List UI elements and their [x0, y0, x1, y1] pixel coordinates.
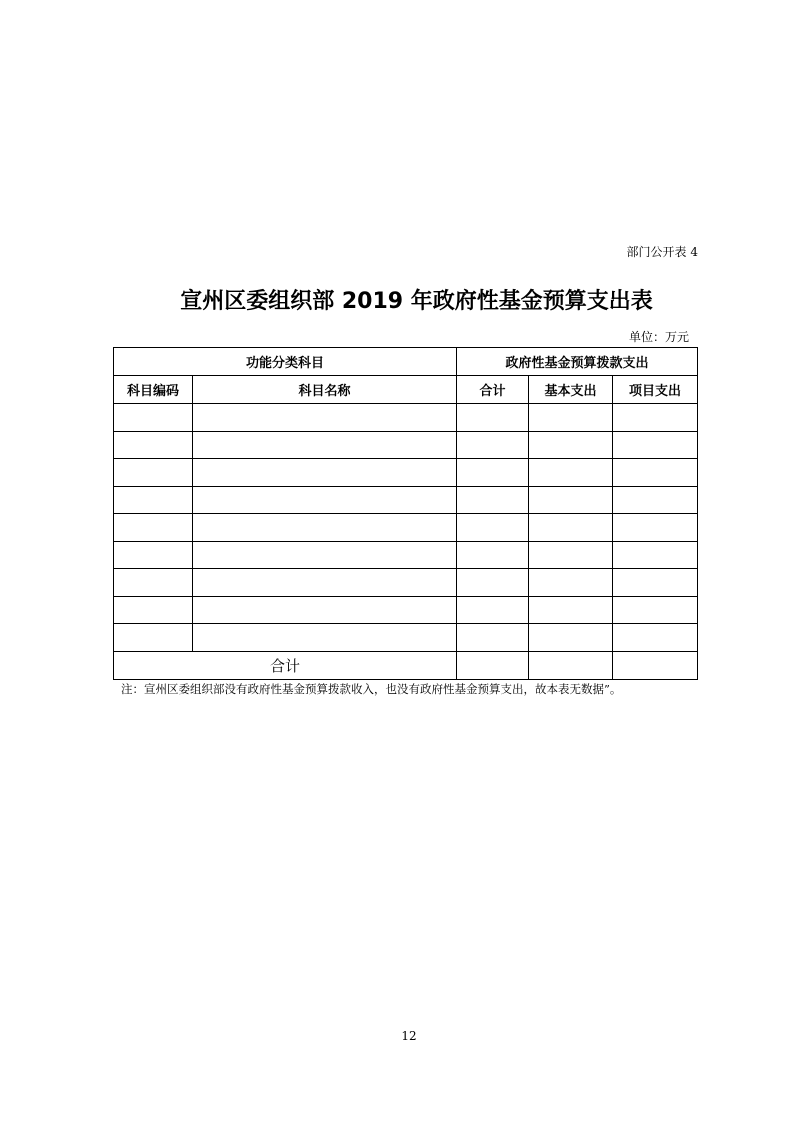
cell-basic — [529, 541, 613, 569]
header-project-expense: 项目支出 — [613, 376, 698, 404]
page-title: 宣州区委组织部 2019 年政府性基金预算支出表 — [180, 289, 653, 314]
cell-project — [613, 541, 698, 569]
cell-project — [613, 569, 698, 597]
cell-project — [613, 404, 698, 432]
cell-code — [114, 596, 193, 624]
header-functional-classification: 功能分类科目 — [114, 348, 457, 376]
table-row — [114, 596, 698, 624]
group-header-row — [114, 348, 698, 376]
table-row — [114, 569, 698, 597]
table-row — [114, 486, 698, 514]
cell-total — [457, 596, 529, 624]
cell-code — [114, 569, 193, 597]
cell-code — [114, 541, 193, 569]
total-cell-project — [613, 651, 698, 679]
header-basic-expense: 基本支出 — [529, 376, 613, 404]
cell-code — [114, 431, 193, 459]
cell-total — [457, 404, 529, 432]
page-number: 12 — [401, 1029, 417, 1043]
cell-code — [114, 459, 193, 487]
table-row — [114, 431, 698, 459]
cell-total — [457, 486, 529, 514]
cell-basic — [529, 569, 613, 597]
cell-name — [193, 569, 457, 597]
cell-name — [193, 459, 457, 487]
total-row — [114, 651, 698, 679]
column-header-row — [114, 376, 698, 404]
table-row — [114, 404, 698, 432]
header-total: 合计 — [457, 376, 529, 404]
table-number-label: 部门公开表 4 — [626, 245, 698, 259]
budget-table — [113, 347, 698, 680]
cell-name — [193, 404, 457, 432]
cell-basic — [529, 624, 613, 652]
total-cell-basic — [529, 651, 613, 679]
cell-basic — [529, 514, 613, 542]
cell-name — [193, 486, 457, 514]
cell-basic — [529, 486, 613, 514]
cell-basic — [529, 404, 613, 432]
header-subject-name: 科目名称 — [193, 376, 457, 404]
cell-total — [457, 624, 529, 652]
total-label: 合计 — [114, 651, 457, 679]
table-row — [114, 514, 698, 542]
cell-total — [457, 569, 529, 597]
cell-code — [114, 404, 193, 432]
cell-project — [613, 431, 698, 459]
cell-total — [457, 459, 529, 487]
cell-total — [457, 431, 529, 459]
footnote: 注：宣州区委组织部没有政府性基金预算拨款收入，也没有政府性基金预算支出，故本表无数据”。 — [121, 682, 622, 696]
cell-basic — [529, 596, 613, 624]
cell-name — [193, 541, 457, 569]
header-subject-code: 科目编码 — [114, 376, 193, 404]
cell-project — [613, 486, 698, 514]
cell-name — [193, 431, 457, 459]
cell-code — [114, 514, 193, 542]
cell-project — [613, 459, 698, 487]
cell-basic — [529, 459, 613, 487]
cell-basic — [529, 431, 613, 459]
cell-name — [193, 514, 457, 542]
cell-name — [193, 624, 457, 652]
unit-label: 单位：万元 — [628, 330, 689, 344]
table-row — [114, 459, 698, 487]
cell-code — [114, 486, 193, 514]
cell-project — [613, 596, 698, 624]
table-row — [114, 624, 698, 652]
cell-total — [457, 541, 529, 569]
cell-project — [613, 514, 698, 542]
total-cell-total — [457, 651, 529, 679]
table-row — [114, 541, 698, 569]
cell-code — [114, 624, 193, 652]
cell-total — [457, 514, 529, 542]
header-fund-expense: 政府性基金预算拨款支出 — [457, 348, 698, 376]
cell-project — [613, 624, 698, 652]
cell-name — [193, 596, 457, 624]
